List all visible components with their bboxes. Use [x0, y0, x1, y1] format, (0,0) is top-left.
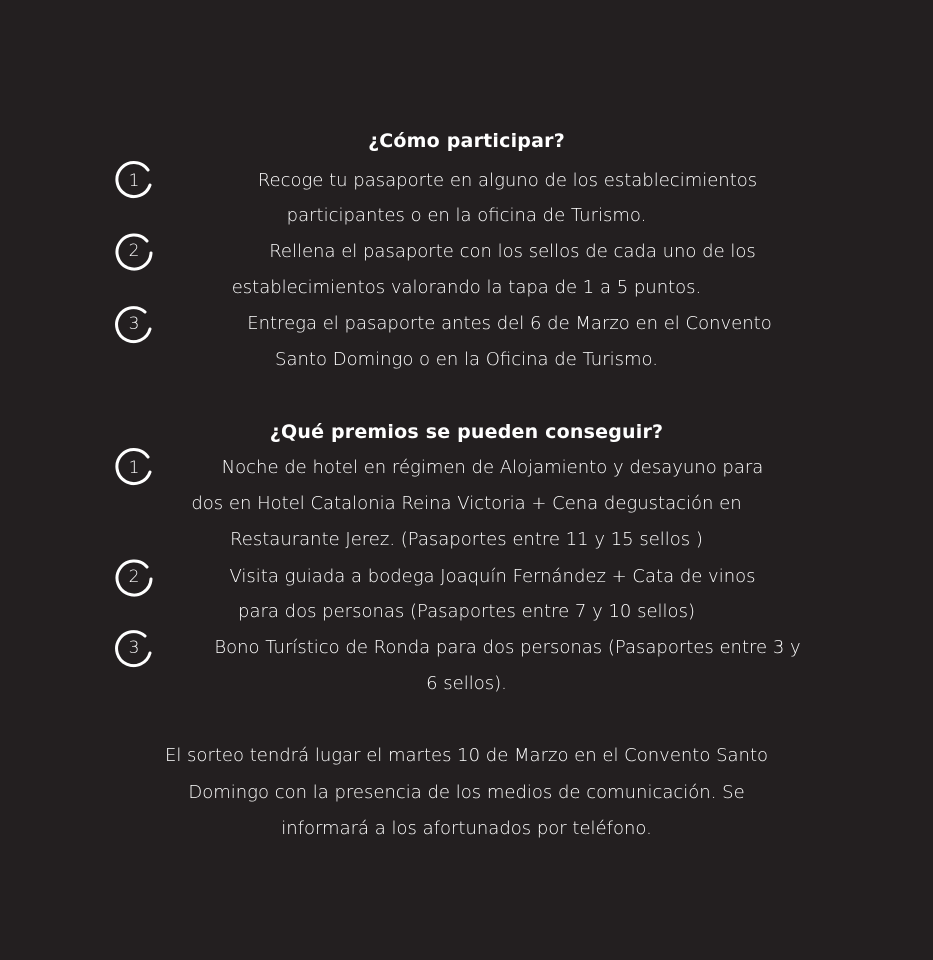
step-2-line-2: establecimientos valorando la tapa de 1 a 5 puntos. — [231, 277, 702, 298]
step-1-number: 1 — [128, 171, 140, 191]
prize-1-line-3: Restaurante Jerez. (Pasaportes entre 11 y 15 sellos ) — [230, 529, 703, 550]
step-1-line-2: participantes o en la oficina de Turismo. — [286, 205, 647, 226]
closing-line-3: informará a los afortunados por teléfono. — [281, 818, 652, 839]
step-3-line-2: Santo Domingo o en la Oficina de Turismo. — [275, 349, 658, 370]
prize-3-number: 3 — [128, 638, 140, 658]
prize-1-line-1: Noche de hotel en régimen de Alojamiento y desayuno para — [221, 457, 764, 478]
prize-2-line-1: Visita guiada a bodega Joaquín Fernández + Cata de vinos — [229, 566, 756, 587]
participate-title: ¿Cómo participar? — [368, 130, 565, 152]
step-2-number: 2 — [128, 241, 140, 261]
closing-line-2: Domingo con la presencia de los medios de comunicación. Se — [188, 782, 745, 803]
prize-1-number: 1 — [128, 458, 140, 478]
step-3-number: 3 — [128, 314, 140, 334]
prize-2-number: 2 — [128, 567, 140, 587]
prize-3-line-2: 6 sellos). — [426, 673, 507, 694]
step-3-line-1: Entrega el pasaporte antes del 6 de Marzo en el Convento — [247, 313, 772, 334]
prizes-title: ¿Qué premios se pueden conseguir? — [269, 421, 664, 443]
prize-2-line-2: para dos personas (Pasaportes entre 7 y 10 sellos) — [238, 601, 695, 622]
step-2-line-1: Rellena el pasaporte con los sellos de cada uno de los — [269, 241, 756, 262]
prize-3-line-1: Bono Turístico de Ronda para dos personas (Pasaportes entre 3 y — [214, 637, 801, 658]
closing-line-1: El sorteo tendrá lugar el martes 10 de Marzo en el Convento Santo — [164, 745, 769, 766]
step-1-line-1: Recoge tu pasaporte en alguno de los establecimientos — [257, 170, 758, 191]
prize-1-line-2: dos en Hotel Catalonia Reina Victoria + Cena degustación en — [191, 493, 742, 514]
